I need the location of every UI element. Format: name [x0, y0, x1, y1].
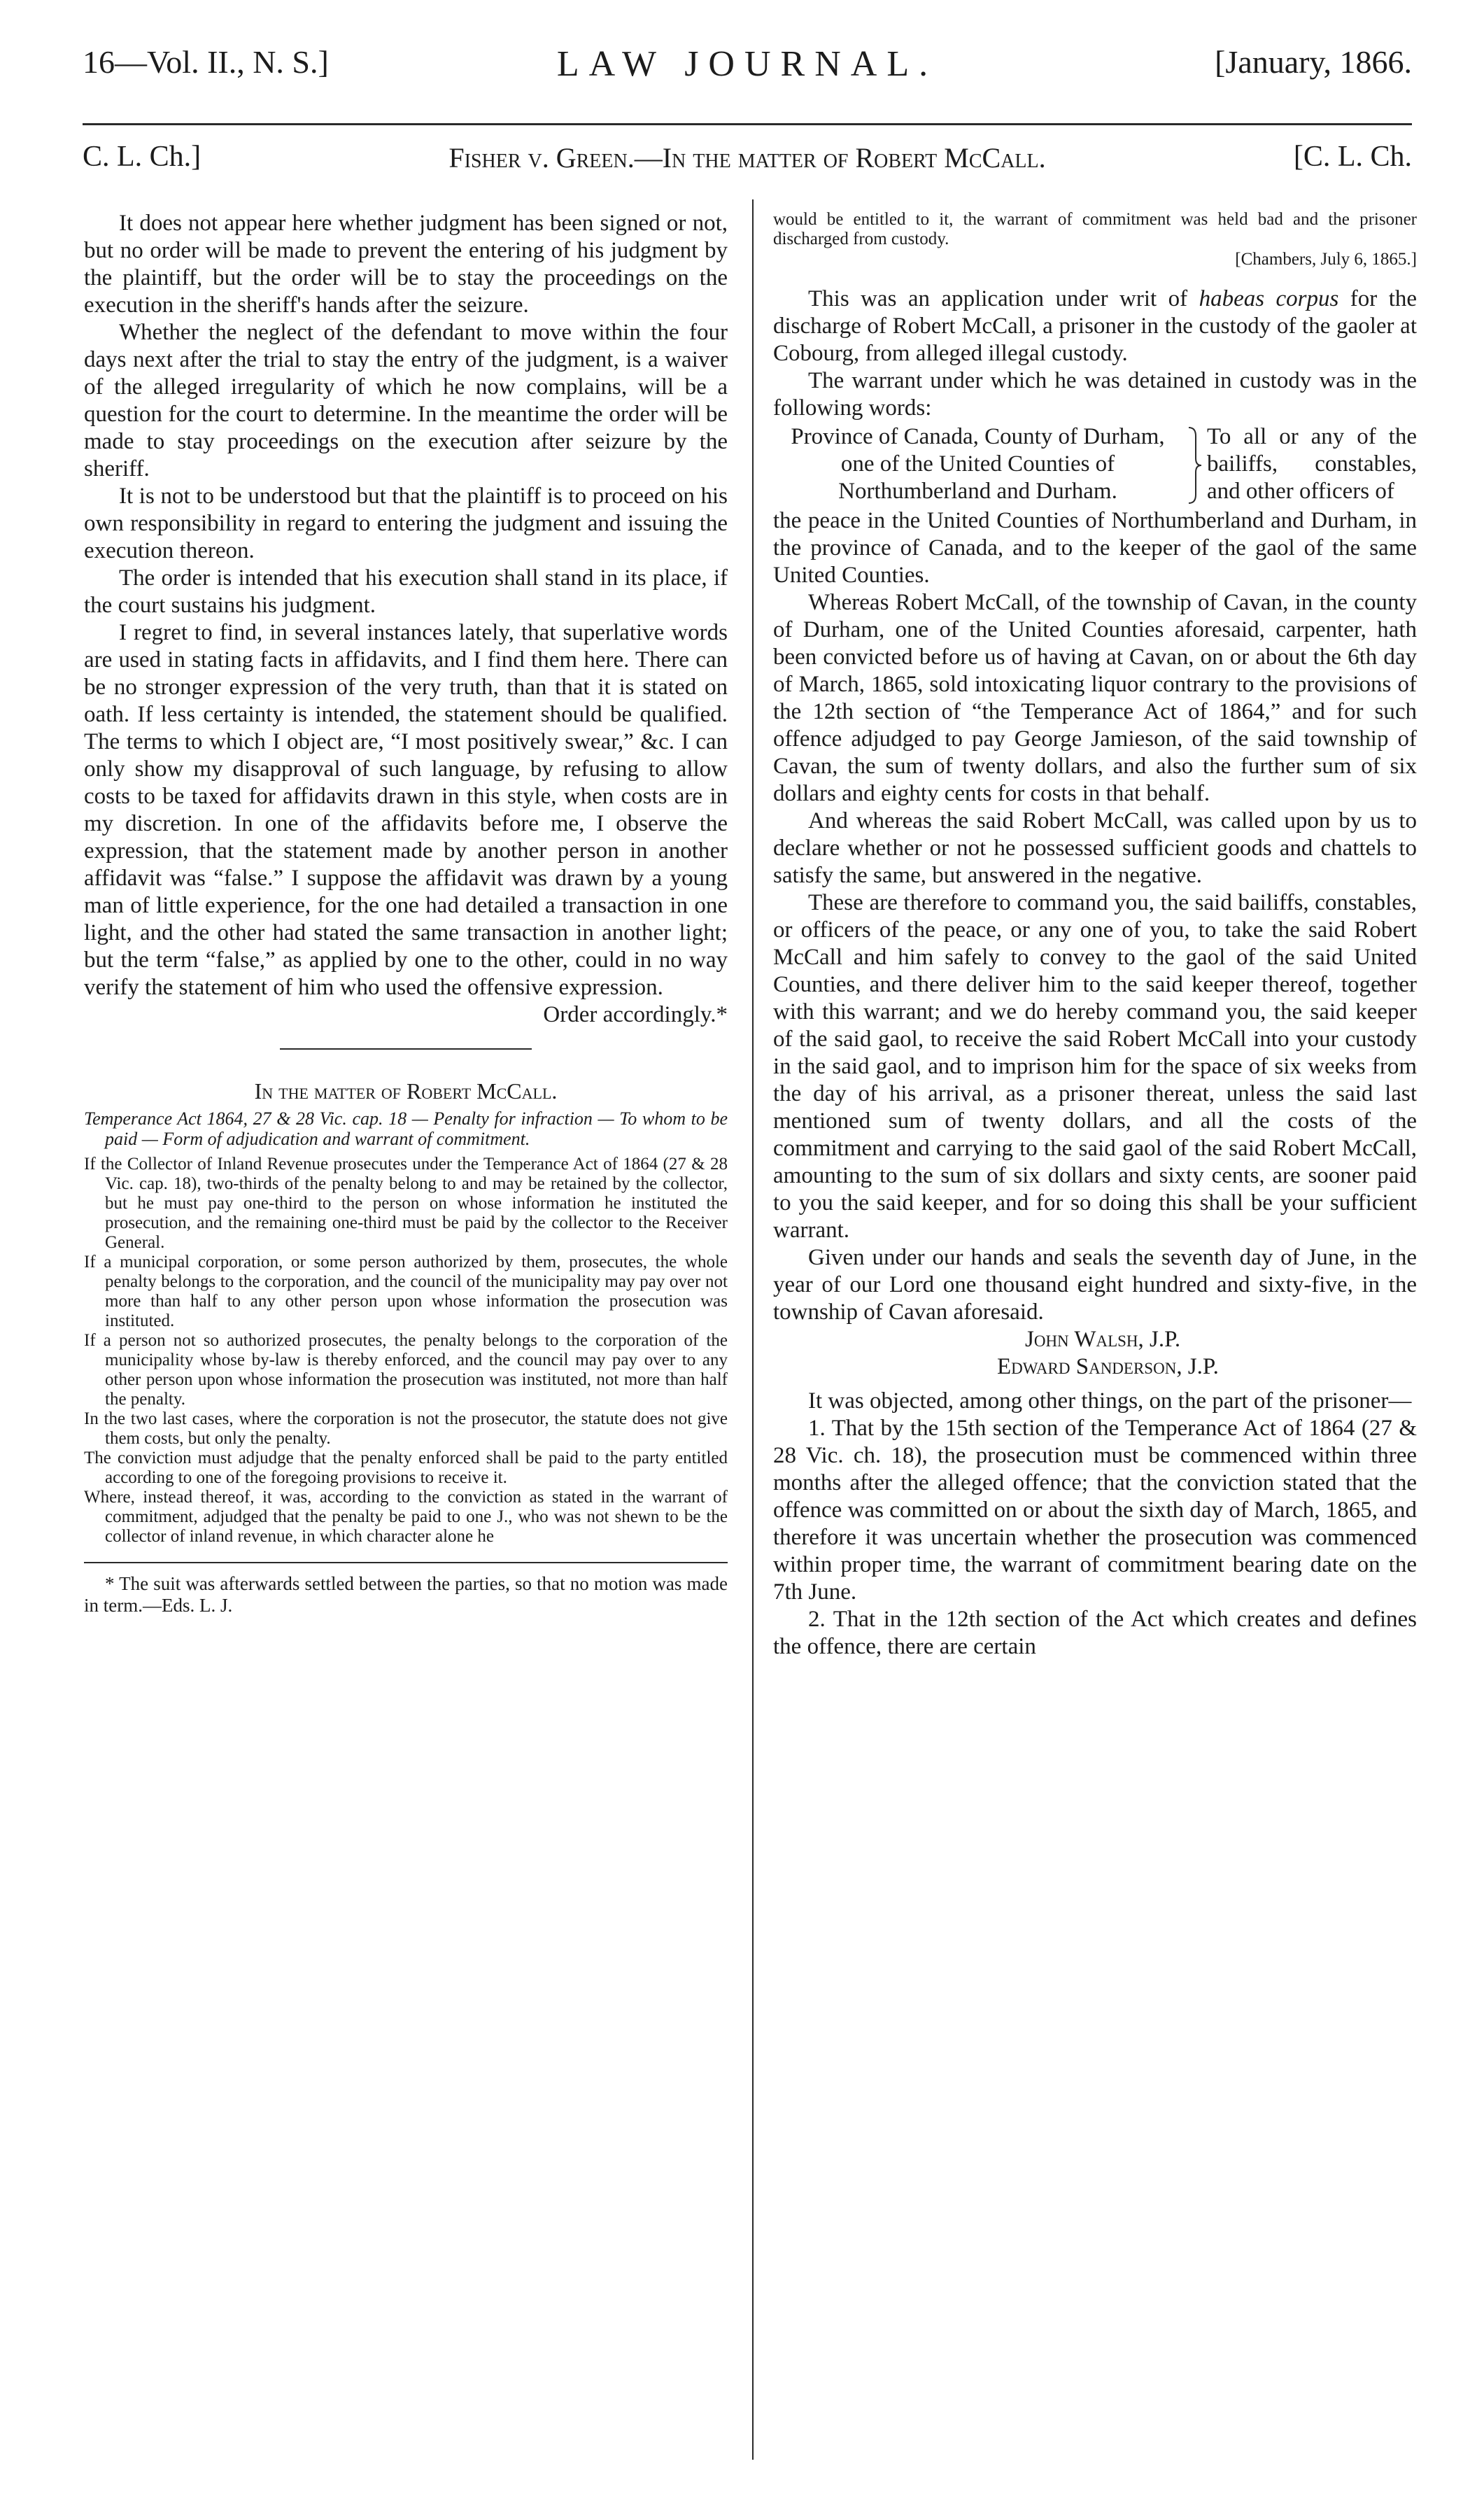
paragraph: It is not to be understood but that the plaintiff is to proceed on his own responsibility in regard to entering the judgment and issuing the execution thereon.: [84, 484, 728, 563]
syllabus-item: If a person not so authorized prosecutes, the penalty belongs to the corporation of the municipality whose by-law is thereby enforced, and the council may pay over to any other person upon whose information the prosecution was instituted, not more than half the penalty.: [84, 1331, 728, 1409]
journal-title: LAW JOURNAL.: [556, 44, 938, 84]
paragraph: This was an application under writ of habeas corpus for the discharge of Robert McCall, a prisoner in the custody of the gaoler at Cobourg, from alleged illegal custody.: [773, 286, 1418, 366]
paragraph: 2. That in the 12th section of the Act which creates and defines the offence, there are certain: [773, 1607, 1417, 1659]
paragraph: These are therefore to command you, the said bailiffs, constables, or officers of the peace, or any one of you, to take the said Robert McCall and him safely to convey to the gaol of the said United Counties, and there deliver him to the said keeper thereof, together with this warrant; and we do hereby command you, the said keeper of the said gaol, to receive the said Robert McCall into your custody in the said gaol, and to imprison him for the space of six weeks from the day of his arrival, as a prisoner thereat, unless the said last mentioned sum of twenty dollars, and all the costs of the commitment and carrying to the said gaol of the said Robert McCall, amounting to the sum of six dollars and sixty cents, are sooner paid to you the said keeper, and for so doing this shall be your sufficient warrant.: [773, 890, 1417, 1243]
case-title: In the matter of Robert McCall.: [254, 1078, 558, 1104]
court-citation: [Chambers, July 6, 1865.]: [1235, 250, 1417, 269]
left-column: [84, 210, 728, 1616]
case-titles: Fisher v. Green.—In the matter of Robert McCall.: [448, 142, 1046, 174]
headnote: Temperance Act 1864, 27 & 28 Vic. cap. 18 — Penalty for infraction — To whom to be paid — Form of adjudication and warrant of commitment.: [84, 1108, 728, 1149]
brace-icon: [1186, 426, 1203, 505]
court-label-left: C. L. Ch.]: [83, 141, 202, 173]
syllabus-item: The conviction must adjudge that the penalty enforced shall be paid to the party entitled according to one of the foregoing provisions to receive it.: [84, 1449, 728, 1487]
warrant-addressees: To all or any of the bailiffs, constables, and other officers of: [1207, 424, 1417, 504]
paragraph: And whereas the said Robert McCall, was called upon by us to declare whether or not he possessed sufficient goods and chattels to satisfy the same, but answered in the negative.: [773, 808, 1417, 888]
paragraph: I regret to find, in several instances lately, that superlative words are used in stating facts in affidavits, and I find them here. There can be no stronger expression of the very truth, than that it is stated on oath. If less certainty is intended, the statement should be qualified. The terms to which I object are, “I most positively swear,” &c. I can only show my disapproval of such language, by refusing to allow costs to be taxed for affidavits drawn in this style, when costs are in my discretion. In one of the affidavits before me, I observe the expression, that the statement made by another person in another affidavit was “false.” I suppose the affidavit was drawn by a young man of little experience, for the one had detailed a transaction in one light, and the other had stated the same transaction in another light; but the term “false,” as applied by one to the other, could in no way verify the statement of him who used the offensive expression.: [84, 620, 728, 1000]
paragraph: 1. That by the 15th section of the Temperance Act of 1864 (27 & 28 Vic. ch. 18), the prosecution must be commenced within three months after the alleged offence; that the conviction stated that the offence was committed on or about the sixth day of March, 1865, and therefore it was uncertain whether the prosecution was commenced within proper time, the warrant of commitment bearing date on the 7th June.: [773, 1416, 1417, 1605]
signature-walsh: John Walsh, J.P.: [1025, 1327, 1181, 1352]
syllabus-item: If a municipal corporation, or some person authorized by them, prosecutes, the whole penalty belongs to the corporation, and the council of the municipality may pay over not more than half to any other person upon whose information the prosecution was instituted.: [84, 1253, 728, 1330]
paragraph: Whether the neglect of the defendant to move within the four days next after the trial to stay the entry of the judgment, is a waiver of the alleged irregularity of which he now complains, will be a question for the court to determine. In the meantime the order will be made to stay proceedings on the execution after seizure by the sheriff.: [84, 320, 728, 481]
case-header: [83, 140, 1412, 189]
footnote: * The suit was afterwards settled between the parties, so that no motion was made in term.—Eds. L. J.: [84, 1573, 728, 1616]
syllabus-item: If the Collector of Inland Revenue prosecutes under the Temperance Act of 1864 (27 & 28 Vic. cap. 18), two-thirds of the penalty belong to and may be retained by the collector, but he must pay one-third to the person on whose information he instituted the prosecution, and the remaining one-third must be paid by the collector to the Receiver General.: [84, 1155, 728, 1252]
column-divider: [752, 199, 754, 2460]
paragraph: It does not appear here whether judgment has been signed or not, but no order will be made to prevent the entering of his judgment by the plaintiff, but the order will be to stay the proceedings on the execution in the sheriff's hands after the seizure.: [84, 211, 728, 318]
syllabus-item: In the two last cases, where the corporation is not the prosecutor, the statute does not give them costs, but only the penalty.: [84, 1409, 728, 1448]
order-signoff: Order accordingly.*: [543, 1002, 728, 1027]
header-rule: [83, 123, 1412, 125]
paragraph: The warrant under which he was detained in custody was in the following words:: [773, 368, 1417, 421]
issue-date: [January, 1866.: [1215, 44, 1412, 80]
paragraph: It was objected, among other things, on the part of the prisoner—: [808, 1388, 1412, 1414]
paragraph: Whereas Robert McCall, of the township of Cavan, in the county of Durham, one of the United Counties aforesaid, carpenter, hath been convicted before us of having at Cavan, on or about the 6th day of March, 1865, sold intoxicating liquor contrary to the provisions of the 12th section of “the Temperance Act of 1864,” and for such offence adjudged to pay George Jamieson, of the said township of Cavan, the sum of twenty dollars, and also the further sum of six dollars and eighty cents for costs in that behalf.: [773, 590, 1417, 806]
paragraph: The order is intended that his execution shall stand in its place, if the court sustains his judgment.: [84, 565, 728, 618]
warrant-address: [773, 423, 1417, 507]
court-label-right: [C. L. Ch.: [1293, 141, 1412, 173]
paragraph: Given under our hands and seals the seventh day of June, in the year of our Lord one thousand eight hundred and sixty-five, in the township of Cavan aforesaid.: [773, 1245, 1417, 1325]
section-divider: [280, 1048, 532, 1050]
syllabus-continued: would be entitled to it, the warrant of commitment was held bad and the prisoner discharged from custody.: [773, 210, 1417, 248]
syllabus-item: Where, instead thereof, it was, according to the conviction as stated in the warrant of commitment, adjudged that the penalty be paid to one J., who was not shewn to be the collector of inland revenue, in which character alone he: [84, 1488, 728, 1546]
warrant-jurisdiction: Province of Canada, County of Durham, one of the United Counties of Northumberland and Durham.: [791, 424, 1165, 504]
right-column: [773, 210, 1417, 1661]
footnote-rule: [84, 1562, 728, 1563]
paragraph: the peace in the United Counties of Northumberland and Durham, in the province of Canada, and to the keeper of the gaol of the same United Counties.: [773, 508, 1417, 588]
volume-info: 16—Vol. II., N. S.]: [83, 44, 329, 80]
signature-sanderson: Edward Sanderson, J.P.: [997, 1354, 1219, 1379]
running-head: [83, 43, 1412, 99]
